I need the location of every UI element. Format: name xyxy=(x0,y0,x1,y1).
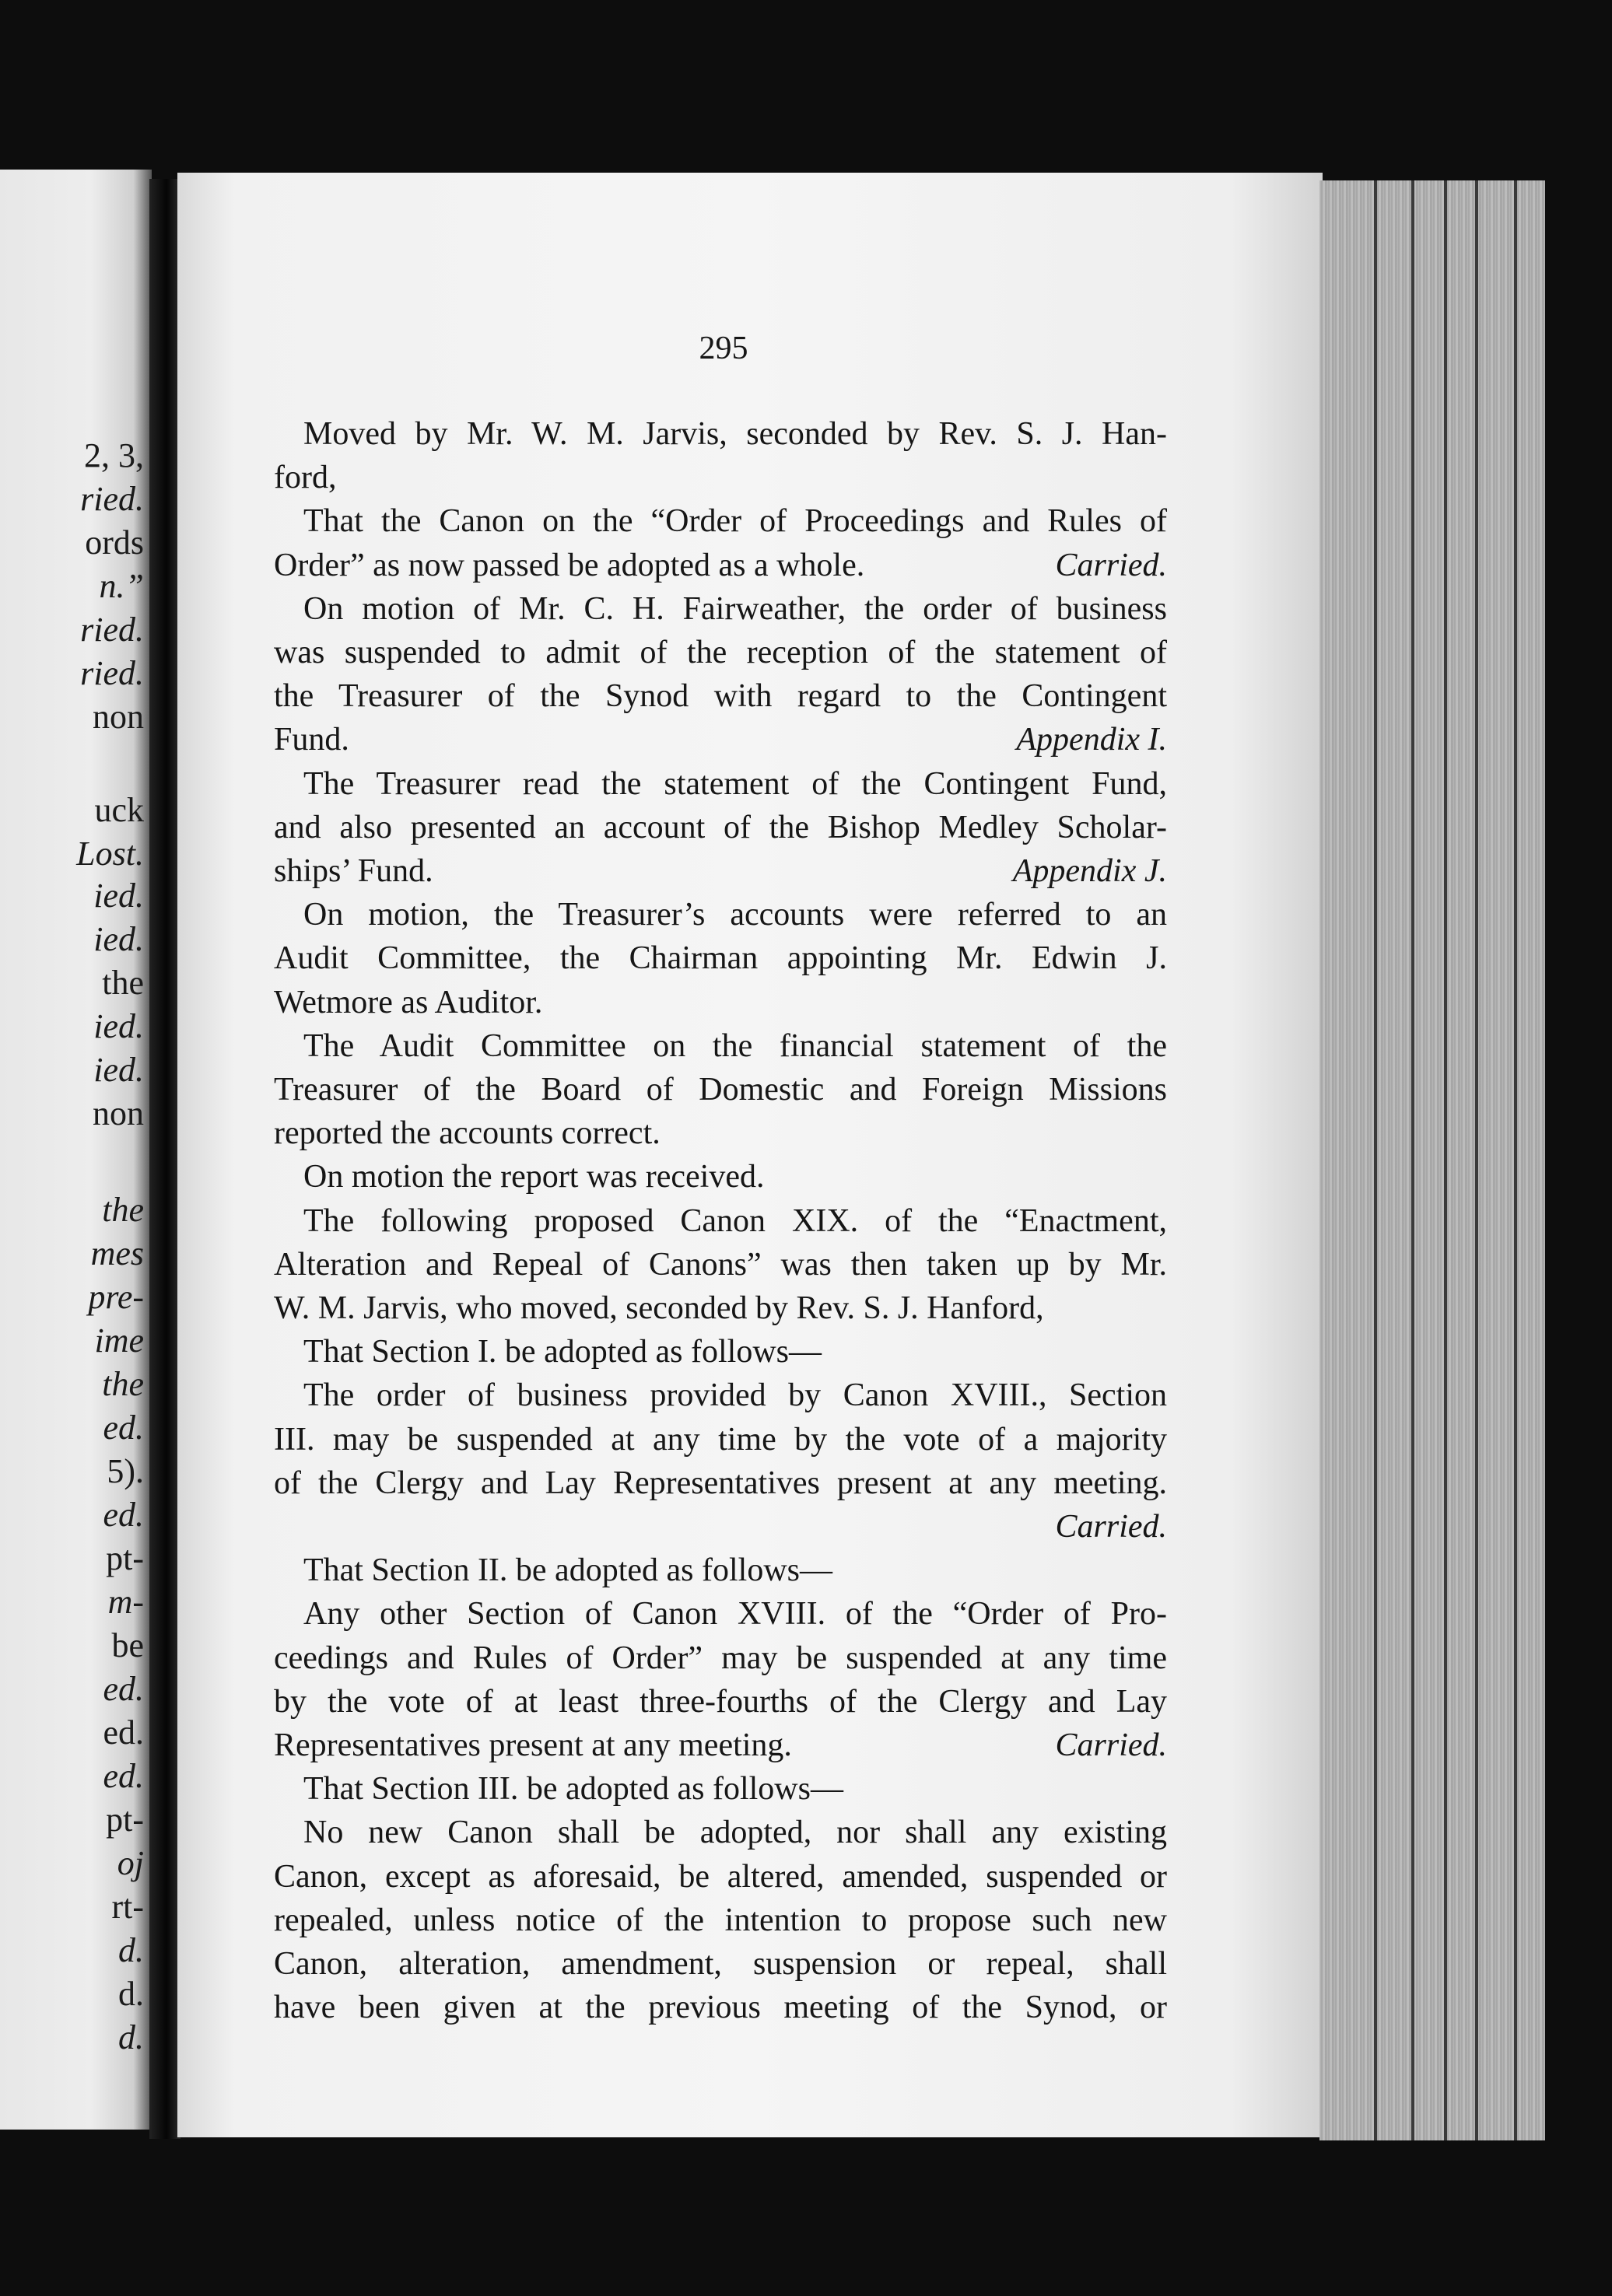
motion-status-label: Carried. xyxy=(1055,1727,1167,1763)
left-page-edge xyxy=(0,170,152,2130)
text-line: the Treasurer of the Synod with regard to the Contingent xyxy=(274,678,1167,715)
motion-status-label: Carried. xyxy=(1055,1509,1167,1545)
motion-status-label: Appendix I. xyxy=(1016,722,1167,758)
text-line: Moved by Mr. W. M. Jarvis, seconded by Rev. S. J. Han- xyxy=(303,416,1167,452)
text-line: Wetmore as Auditor. xyxy=(274,984,543,1020)
text-line: The Treasurer read the statement of the Contingent Fund, xyxy=(303,765,1167,802)
left-page-fragment: pt- xyxy=(106,1539,144,1577)
left-page-fragment: 5). xyxy=(107,1452,144,1490)
left-page-fragment: 2, 3, xyxy=(84,436,144,474)
left-page-fragment: d. xyxy=(118,2018,144,2056)
text-line: That Section I. be adopted as follows— xyxy=(303,1334,822,1370)
left-page-fragment: ried. xyxy=(80,480,144,518)
text-line: repealed, unless notice of the intention to propose such new xyxy=(274,1902,1167,1938)
text-line: have been given at the previous meeting of the Synod, or xyxy=(274,1990,1167,2026)
text-line: That Section III. be adopted as follows— xyxy=(303,1771,843,1808)
motion-status-label: Carried. xyxy=(1055,547,1167,583)
text-line: The following proposed Canon XIX. of the “Enactment, xyxy=(303,1202,1167,1239)
text-line: Alteration and Repeal of Canons” was then taken up by Mr. xyxy=(274,1246,1167,1283)
page-number: 295 xyxy=(699,331,748,366)
left-page-fragment: ed. xyxy=(103,1409,144,1447)
left-page-fragment: m- xyxy=(107,1583,144,1621)
left-page-fragment: d. xyxy=(118,1931,144,1969)
edge-band xyxy=(1411,180,1414,2140)
text-line: reported the accounts correct. xyxy=(274,1115,661,1152)
left-page-fragment: non xyxy=(93,698,144,736)
left-page-fragment: ed. xyxy=(103,1757,144,1795)
text-line: That Section II. be adopted as follows— xyxy=(303,1552,832,1589)
text-line: ford, xyxy=(274,460,337,496)
left-page-fragment: oj xyxy=(117,1844,144,1882)
left-page-fragment: ied. xyxy=(93,877,144,915)
left-page-fragment: ried. xyxy=(80,654,144,692)
edge-band xyxy=(1374,180,1377,2140)
text-line: ceedings and Rules of Order” may be suspended at any time xyxy=(274,1640,1167,1676)
page-fore-edge xyxy=(1319,180,1545,2140)
left-page-fragment: ied. xyxy=(93,1007,144,1045)
text-line: Order” as now passed be adopted as a whole. xyxy=(274,547,865,583)
left-page-fragment: pre- xyxy=(88,1278,144,1316)
text-line: was suspended to admit of the reception of the statement of xyxy=(274,635,1167,670)
text-line: by the vote of at least three-fourths of the Clergy and Lay xyxy=(274,1683,1167,1720)
text-line: Audit Committee, the Chairman appointing Mr. Edwin J. xyxy=(274,940,1167,977)
left-page-fragment: pt- xyxy=(106,1801,144,1839)
edge-band xyxy=(1444,180,1447,2140)
left-page-fragment: the xyxy=(102,964,144,1002)
text-line: No new Canon shall be adopted, nor shall any existing xyxy=(303,1815,1167,1851)
text-line: Fund. xyxy=(274,722,349,758)
text-line: ships’ Fund. xyxy=(274,853,433,889)
text-line: Canon, alteration, amendment, suspension or repeal, shall xyxy=(274,1946,1167,1982)
edge-band xyxy=(1514,180,1517,2140)
left-page-fragment: Lost. xyxy=(76,835,144,873)
edge-band xyxy=(1475,180,1478,2140)
left-page-fragment: ed. xyxy=(103,1496,144,1534)
text-line: Treasurer of the Board of Domestic and Foreign Missions xyxy=(274,1072,1167,1108)
left-page-fragment: the xyxy=(102,1191,144,1229)
text-line: Any other Section of Canon XVIII. of the “Order of Pro- xyxy=(303,1596,1167,1633)
left-page-fragment: rt- xyxy=(111,1888,144,1926)
text-line: Representatives present at any meeting. xyxy=(274,1727,792,1763)
left-page-fragment: the xyxy=(102,1365,144,1403)
left-page-fragment: mes xyxy=(90,1234,144,1272)
text-line: III. may be suspended at any time by the vote of a majority xyxy=(274,1421,1167,1458)
text-line: Canon, except as aforesaid, be altered, amended, suspended or xyxy=(274,1858,1167,1895)
left-page-fragment: ed. xyxy=(103,1670,144,1708)
left-page-fragment: ied. xyxy=(93,920,144,958)
left-page-fragment: ried. xyxy=(80,611,144,649)
text-line: and also presented an account of the Bishop Medley Scholar- xyxy=(274,809,1167,845)
left-page-fragment: ied. xyxy=(93,1051,144,1089)
text-line: of the Clergy and Lay Representatives present at any meeting. xyxy=(274,1465,1167,1501)
text-line: The Audit Committee on the financial statement of the xyxy=(303,1027,1167,1064)
text-line: On motion, the Treasurer’s accounts were referred to an xyxy=(303,897,1167,933)
left-page-fragment: ed. xyxy=(103,1713,144,1752)
book-gutter xyxy=(149,179,180,2139)
text-line: The order of business provided by Canon XVIII., Section xyxy=(303,1377,1167,1414)
left-page-fragment: d. xyxy=(118,1975,144,2013)
left-page-fragment: be xyxy=(111,1626,144,1664)
left-page-fragment: uck xyxy=(94,791,144,829)
text-line: W. M. Jarvis, who moved, seconded by Rev. S. J. Hanford, xyxy=(274,1290,1044,1326)
text-line: That the Canon on the “Order of Proceedings and Rules of xyxy=(303,503,1167,540)
left-page-fragment: non xyxy=(93,1094,144,1132)
left-page-fragment: ords xyxy=(85,523,144,562)
text-line: On motion of Mr. C. H. Fairweather, the order of business xyxy=(303,590,1167,627)
left-page-fragment: ime xyxy=(94,1321,144,1360)
left-page-fragment: n.” xyxy=(99,567,144,605)
motion-status-label: Appendix J. xyxy=(1012,853,1167,889)
text-line: On motion the report was received. xyxy=(303,1159,765,1195)
